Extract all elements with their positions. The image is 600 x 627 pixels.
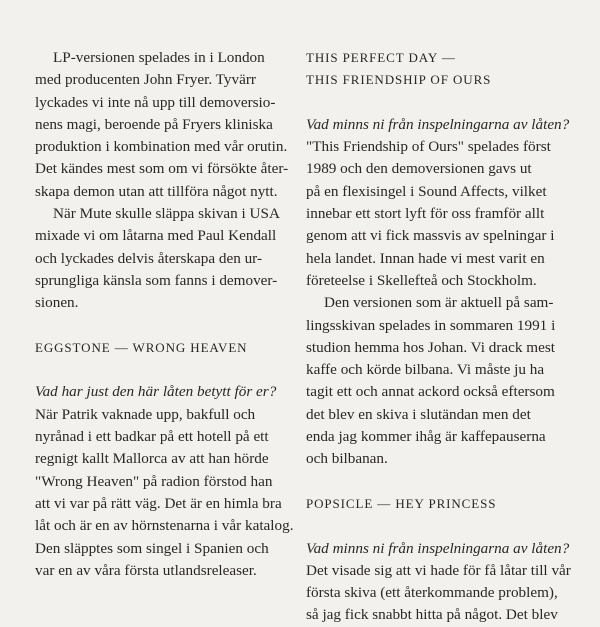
spacer xyxy=(306,471,566,493)
eggstone-heading: EGGSTONE — WRONG HEAVEN xyxy=(35,339,248,355)
popsicle-answer xyxy=(306,560,571,627)
text-line: låt och är en av hörnstenarna i vår katalog. xyxy=(35,517,294,535)
text-line: så jag fick snabbt hitta på något. Det blev xyxy=(306,606,558,624)
text-line: tagit ett och annat ackord också eftersom xyxy=(306,383,555,401)
text-line: genom att vi fick massvis av spelningar i xyxy=(306,227,555,245)
text-line: mixade vi om låtarna med Paul Kendall xyxy=(35,227,277,245)
text-line: att vi var på rätt väg. Det är en himla bra xyxy=(35,494,282,512)
text-line: "This Friendship of Ours" spelades först xyxy=(306,138,551,156)
spacer xyxy=(306,515,566,537)
text-line: med producenten John Fryer. Tyvärr xyxy=(35,71,256,89)
text-line: lyckades vi inte nå upp till demoversio- xyxy=(35,93,276,111)
this-perfect-day-heading-2: THIS FRIENDSHIP OF OURS xyxy=(306,72,492,88)
text-line: När Patrik vaknade upp, bakfull och xyxy=(35,405,256,423)
spacer xyxy=(35,359,275,381)
compilation-paragraph xyxy=(306,292,566,470)
text-line: sionen. xyxy=(35,294,79,312)
text-line: första skiva (ett återkommande problem), xyxy=(306,584,558,602)
this-perfect-day-heading: THIS PERFECT DAY — xyxy=(306,50,456,65)
text-line: sprungliga känsla som fanns i demover- xyxy=(35,271,278,289)
text-line: LP-versionen spelades in i London xyxy=(53,49,265,66)
text-line: skapa demon utan att tillföra något nytt. xyxy=(35,182,278,200)
text-line: lingsskivan spelades in sommaren 1991 i xyxy=(306,316,556,334)
mute-usa-paragraph xyxy=(35,203,280,314)
text-line: innebar ett stort lyft för oss framför allt xyxy=(306,205,545,223)
text-line: var en av våra första utlandsreleaser. xyxy=(35,561,257,579)
text-line: det blev en skiva i slutändan men det xyxy=(306,405,531,423)
text-line: studion hemma hos Johan. Vi drack mest xyxy=(306,338,555,356)
spacer xyxy=(306,92,566,114)
text-line: och bilbanan. xyxy=(306,450,388,468)
text-line: När Mute skulle släppa skivan i USA xyxy=(53,205,280,223)
text-line: Det visade sig att vi hade för få låtar till vår xyxy=(306,561,571,579)
text-line: nyrånad i ett badkar på ett hotell på ett xyxy=(35,428,269,446)
this-perfect-day-question: Vad minns ni från inspelningarna av låten? xyxy=(306,115,570,133)
text-line: regnigt kallt Mallorca av att han hörde xyxy=(35,450,269,468)
friendship-paragraph xyxy=(306,136,566,292)
text-line: företeelse i Skellefteå och Stockholm. xyxy=(306,271,537,289)
text-line: hela landet. Innan hade vi mest varit en xyxy=(306,249,545,267)
text-line: på en flexisingel i Sound Affects, vilket xyxy=(306,182,547,200)
text-line: Den släpptes som singel i Spanien och xyxy=(35,539,269,557)
popsicle-heading: POPSICLE — HEY PRINCESS xyxy=(306,495,497,511)
text-line: kaffe och körde bilbana. Vi måste ju ha xyxy=(306,361,545,379)
text-line: 1989 och den demoversionen gavs ut xyxy=(306,160,532,178)
text-line: nens magi, beroende på Fryers kliniska xyxy=(35,115,273,133)
lp-version-paragraph xyxy=(35,47,289,203)
text-line: produktion i kombination med vår orutin. xyxy=(35,138,288,156)
text-line: Den versionen som är aktuell på sam- xyxy=(324,294,554,312)
spacer xyxy=(35,315,275,337)
text-line: och lyckades delvis återskapa den ur- xyxy=(35,249,262,267)
right-column xyxy=(306,47,571,627)
left-column xyxy=(35,47,294,582)
popsicle-question: Vad minns ni från inspelningarna av låten? xyxy=(306,539,570,557)
text-line: "Wrong Heaven" på radion förstod han xyxy=(35,472,273,490)
eggstone-question: Vad har just den här låten betytt för er? xyxy=(35,383,277,401)
text-line: enda jag kommer ihåg är kaffepauserna xyxy=(306,428,546,446)
text-line: Det kändes mest som om vi försökte åter- xyxy=(35,160,289,178)
eggstone-answer xyxy=(35,404,294,582)
